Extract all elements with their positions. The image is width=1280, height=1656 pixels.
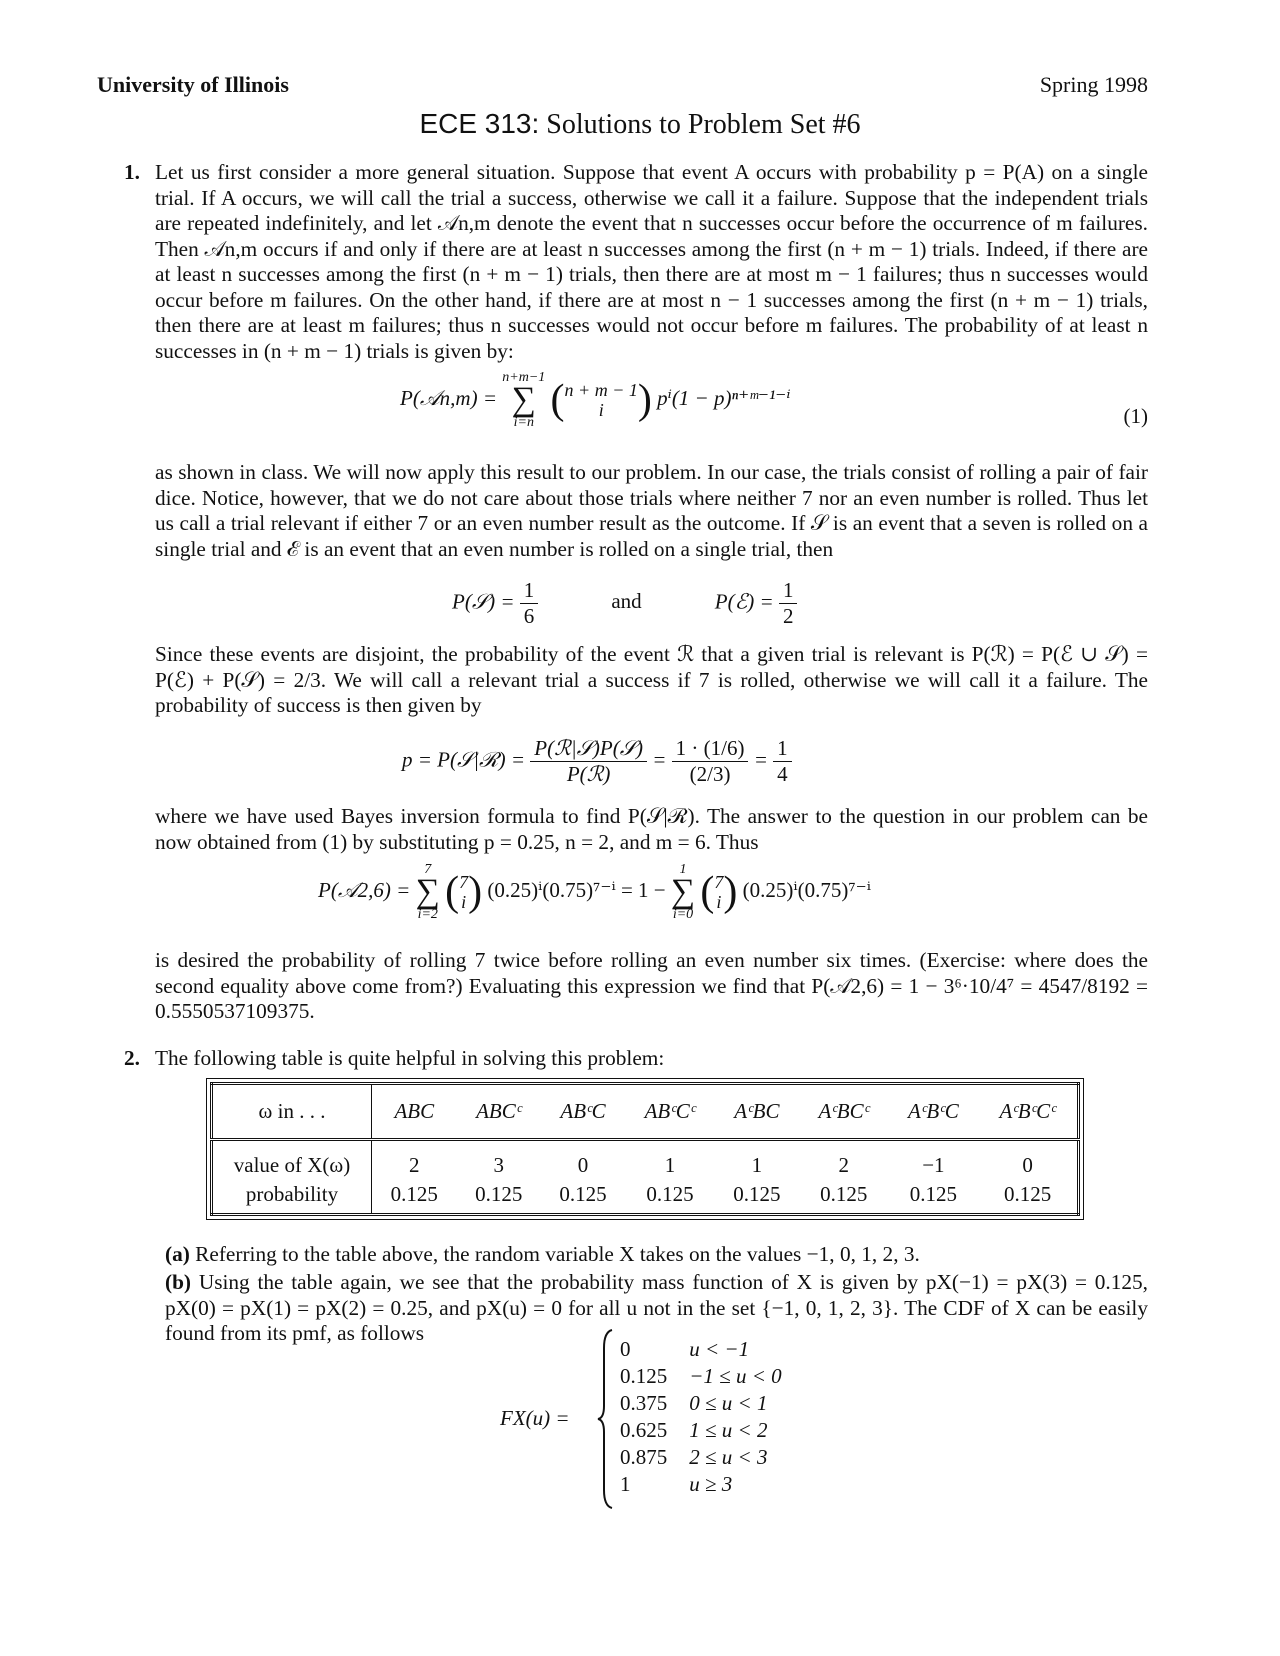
table-cell: 0.125 [390, 1182, 438, 1206]
cdf-condition: 2 ≤ u < 3 [689, 1445, 768, 1469]
table-cell: 2 [838, 1153, 850, 1177]
eq4-sum2-upper: 1 [679, 862, 687, 877]
eq3-fraction-3 [773, 736, 792, 787]
eq2-right-fraction [779, 578, 798, 629]
table-col: ABCᶜ [457, 1084, 541, 1140]
eq2-left-fraction [520, 578, 539, 629]
term: Spring 1998 [1039, 72, 1148, 97]
cdf-row [620, 1444, 792, 1471]
eq2-and: and [611, 589, 642, 614]
table-col: ABᶜC [541, 1084, 625, 1140]
equation-1 [400, 370, 791, 430]
table-col: AᶜBC [715, 1084, 799, 1140]
eq4-summation-2: 1 ∑ i=0 [670, 862, 696, 922]
cdf-condition: −1 ≤ u < 0 [689, 1364, 782, 1388]
table-row [212, 1140, 1079, 1181]
table-cell: −1 [922, 1153, 945, 1177]
eq3-f2-num: 1 · (1/6) [672, 736, 749, 762]
institution: University of Illinois [97, 72, 289, 97]
eq1-sum-upper: n+m−1 [502, 370, 546, 385]
cdf-condition: 0 ≤ u < 1 [689, 1391, 768, 1415]
eq4-middle: = 1 − [620, 877, 666, 902]
table-row [212, 1180, 1079, 1215]
equation-4 [318, 862, 871, 922]
eq3-equals-2: = [753, 747, 768, 772]
cdf-value: 0.875 [620, 1445, 668, 1469]
eq3-f3-num: 1 [773, 736, 792, 762]
cdf-row [620, 1363, 792, 1390]
table-cell: 0.125 [559, 1182, 607, 1206]
problem-2-number: 2. [124, 1046, 140, 1070]
problem-1-paragraph-5: is desired the probability of rolling 7 twice before rolling an even number six times. (Exercise: where does the second equality above come from?) Evaluating this expression we find that P(𝒜2,6) = 1 − 3⁶·10/4⁷ = 4547/8192 = 0.5550537109375. [155, 948, 1148, 1023]
table-col: AᶜBᶜCᶜ [978, 1084, 1078, 1140]
eq4-binomial-1: (7 i) [445, 869, 483, 915]
row-label-value: value of X(ω) [212, 1140, 372, 1181]
eq4-sum1-lower: i=2 [417, 907, 438, 922]
eq2-left-num: 1 [520, 578, 539, 604]
cdf-value: 0 [620, 1337, 631, 1361]
eq1-binomial: (n + m − 1 i ) [550, 377, 652, 423]
cdf-row [620, 1336, 792, 1363]
cdf-value: 0.625 [620, 1418, 668, 1442]
table-header-label: ω in . . . [212, 1084, 372, 1140]
eq3-fraction-2 [672, 736, 749, 787]
table-cell: 1 [664, 1153, 676, 1177]
eq4-binom1-bottom: i [461, 892, 467, 912]
table-cell: 0.125 [820, 1182, 868, 1206]
eq4-lhs: P(𝒜2,6) = [318, 877, 411, 902]
eq4-binom1-top: 7 [459, 872, 469, 892]
eq2-left: P(𝒮) = [452, 589, 515, 614]
table-col: ABᶜCᶜ [625, 1084, 715, 1140]
left-brace-icon [596, 1328, 614, 1510]
table-cell: 2 [409, 1153, 420, 1177]
table-cell: 1 [751, 1153, 763, 1177]
problem-1-paragraph-1: Let us first consider a more general situation. Suppose that event A occurs with probability p = P(A) on a single trial. If A occurs, we will call the trial a success, otherwise we call it a failure. Suppose that the independent trials are repeated indefinitely, and let 𝒜n,m denote the event that n successes occur before the occurrence of m failures. Then 𝒜n,m occurs if and only if there are at least n successes among the first (n + m − 1) trials. Indeed, if there are at least n successes among the first (n + m − 1) trials, then there are at most m − 1 failures; thus n successes would occur before m failures. On the other hand, if there are at most n − 1 successes among the first (n + m − 1) trials, then there are at least m failures; thus n successes would not occur before m failures. The probability of at least n successes in (n + m − 1) trials is given by: [155, 160, 1148, 363]
eq3-f1-num: P(ℛ|𝒮)P(𝒮) [530, 736, 647, 762]
cdf-value: 1 [620, 1472, 631, 1496]
part-a [165, 1242, 1148, 1268]
table-col: AᶜBᶜC [889, 1084, 979, 1140]
cdf-lhs: FX(u) = [500, 1406, 570, 1430]
table-col: AᶜBCᶜ [799, 1084, 889, 1140]
eq4-sum1-upper: 7 [424, 862, 432, 877]
cdf-value: 0.125 [620, 1364, 668, 1388]
table-cell: 3 [493, 1153, 504, 1177]
eq4-binom2-bottom: i [716, 892, 722, 912]
course-code: ECE 313: [419, 108, 540, 139]
problem-1-paragraph-3: Since these events are disjoint, the probability of the event ℛ that a given trial is relevant is P(ℛ) = P(ℰ ∪ 𝒮) = P(ℰ) + P(𝒮) = 2/3. We will call a relevant trial a success if 7 is rolled, otherwise we will call it a failure. The probability of success is then given by [155, 642, 1148, 717]
table-cell: 0.125 [646, 1182, 694, 1206]
table-header-row [212, 1084, 1079, 1140]
eq4-binomial-2: (7 i) [700, 869, 738, 915]
eq2-right-num: 1 [779, 578, 798, 604]
eq2-right: P(ℰ) = [714, 589, 774, 614]
outcome-table [210, 1082, 1080, 1216]
part-b-text: Using the table again, we see that the probability mass function of X is given by pX(−1) = pX(3) = 0.125, pX(0) = pX(1) = pX(2) = 0.25, and pX(u) = 0 for all u not in the set {−1, 0, 1, 2, 3}. The CDF of X can be easily found from its pmf, as follows [165, 1270, 1148, 1345]
eq1-sum-lower: i=n [513, 415, 534, 430]
eq1-binom-top: n + m − 1 [564, 380, 638, 400]
eq3-f2-den: (2/3) [689, 762, 731, 786]
problem-2-intro: The following table is quite helpful in solving this problem: [155, 1046, 665, 1070]
eq3-fraction-1 [530, 736, 647, 787]
eq4-summation-1: 7 ∑ i=2 [415, 862, 440, 922]
eq2-right-den: 2 [782, 604, 794, 628]
eq1-lhs: P(𝒜n,m) = [400, 385, 498, 410]
cdf-condition: 1 ≤ u < 2 [689, 1418, 768, 1442]
cdf-row [620, 1390, 792, 1417]
eq1-summation: n+m−1 ∑ i=n [502, 370, 546, 430]
problem-1-number: 1. [124, 160, 140, 184]
table-cell: 0 [577, 1153, 589, 1177]
part-a-text: Referring to the table above, the random variable X takes on the values −1, 0, 1, 2, 3. [195, 1242, 920, 1266]
cdf-row [620, 1471, 792, 1498]
part-b-tag: (b) [165, 1270, 192, 1294]
eq1-binom-bottom: i [598, 400, 604, 420]
eq2-left-den: 6 [523, 604, 535, 628]
cdf-cases [620, 1336, 792, 1498]
row-label-probability: probability [212, 1180, 372, 1215]
equation-1-number: (1) [1123, 404, 1148, 428]
table-cell: 0 [1022, 1153, 1033, 1177]
part-a-tag: (a) [165, 1242, 190, 1266]
title-text: Solutions to Problem Set #6 [546, 109, 861, 140]
problem-1-paragraph-2: as shown in class. We will now apply this result to our problem. In our case, the trials consist of rolling a pair of fair dice. Notice, however, that we do not care about those trials where neither 7 nor an even number is rolled. Thus let us call a trial relevant if either 7 or an even number result as the outcome. If 𝒮 is an event that a seven is rolled on a single trial and ℰ is an event that an even number is rolled on a single trial, then [155, 460, 1148, 561]
eq4-binom2-top: 7 [714, 872, 724, 892]
equation-2 [452, 578, 797, 629]
table-col: ABC [372, 1084, 457, 1140]
cdf-condition: u < −1 [689, 1337, 750, 1361]
cdf-value: 0.375 [620, 1391, 668, 1415]
page-title [0, 108, 1280, 141]
problem-1-paragraph-4: where we have used Bayes inversion formula to find P(𝒮|ℛ). The answer to the question in our problem can be now obtained from (1) by substituting p = 0.25, n = 2, and m = 6. Thus [155, 804, 1148, 854]
eq4-sum2-lower: i=0 [672, 907, 694, 922]
equation-3 [402, 736, 792, 787]
cdf-condition: u ≥ 3 [689, 1472, 733, 1496]
eq1-tail: pⁱ(1 − p)ⁿ⁺ᵐ⁻¹⁻ⁱ [657, 385, 791, 410]
table-cell: 0.125 [475, 1182, 523, 1206]
eq4-tail-1: (0.25)ⁱ(0.75)⁷⁻ⁱ [487, 877, 616, 902]
eq3-f3-den: 4 [777, 762, 788, 786]
eq3-lhs: p = P(𝒮|ℛ) = [402, 747, 526, 772]
eq3-f1-den: P(ℛ) [566, 762, 611, 786]
table-cell: 0.125 [733, 1182, 781, 1206]
eq3-equals-1: = [652, 747, 667, 772]
eq4-tail-2: (0.25)ⁱ(0.75)⁷⁻ⁱ [742, 877, 871, 902]
table-cell: 0.125 [1003, 1182, 1052, 1206]
cdf-row [620, 1417, 792, 1444]
table-cell: 0.125 [909, 1182, 957, 1206]
